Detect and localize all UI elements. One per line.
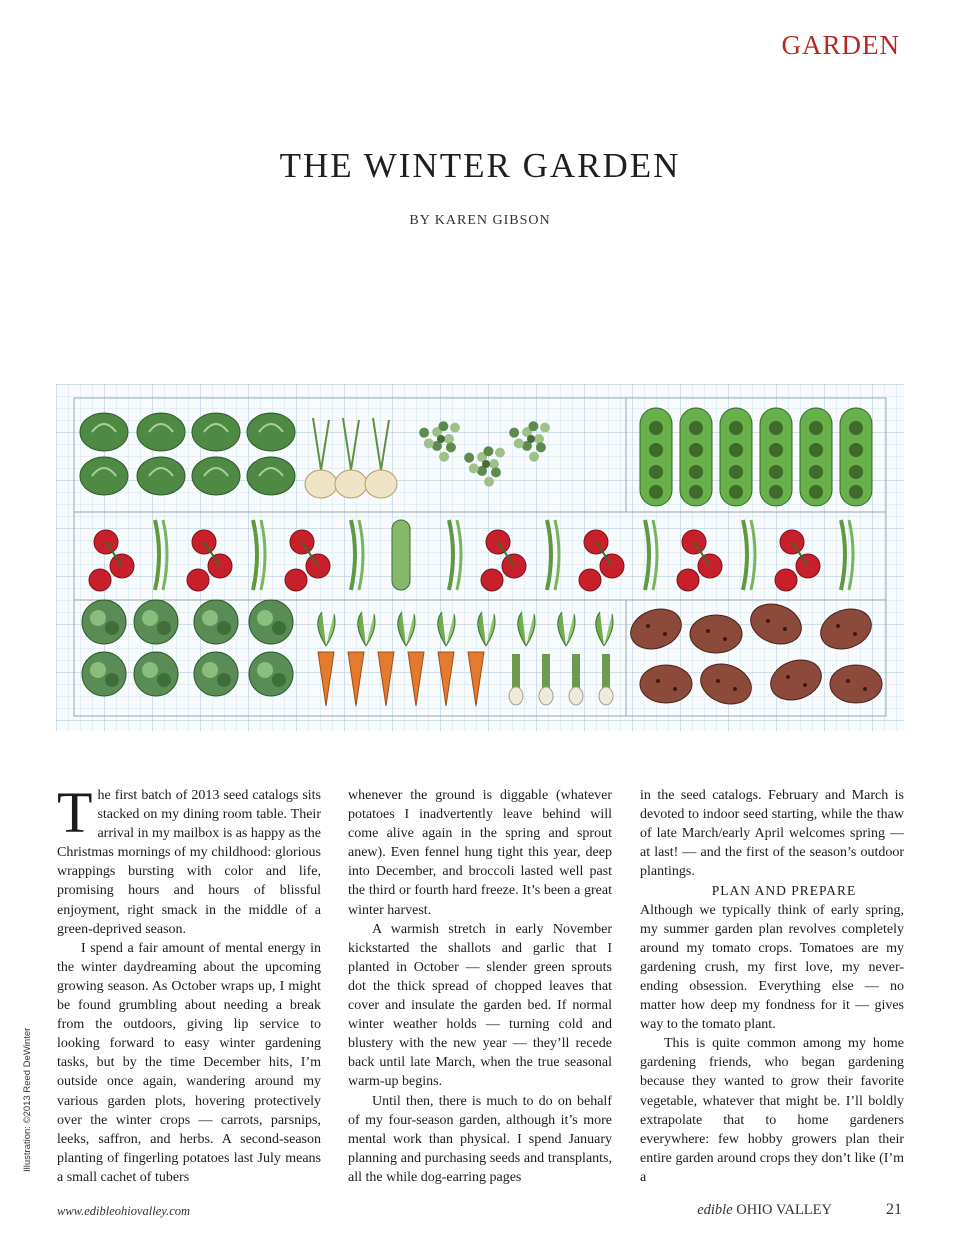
section-subhead: PLAN AND PREPARE: [711, 883, 857, 899]
onion-icon: [335, 470, 367, 498]
leek-icon: [572, 654, 580, 690]
garden-plan-illustration: [56, 384, 904, 731]
lettuce-icon: [80, 413, 128, 451]
article-title: THE WINTER GARDEN: [279, 146, 681, 185]
paragraph: A warmish stretch in early November kickstarted the shallots and garlic that I planted in October — slender green sprouts dot the thick spread of chopped leaves that cover and insulate the garden bed. If normal winter weather holds — turning cold and blustery with the new year — they’ll recede back until late March, when the true seasonal warm-up begins.: [348, 921, 612, 1090]
leek-icon: [542, 654, 550, 690]
footer-magazine-name: edible OHIO VALLEY: [697, 1202, 832, 1218]
lettuce-icon: [137, 413, 185, 451]
herb-icon: [437, 435, 445, 443]
paragraph: whenever the ground is diggable (whatever potatoes I inadvertently leave behind will come alive again in the spring and sprout anew). Even fennel hung tight this year, deep into December, and broccoli lasted well past the third or fourth hard freeze. It’s been a great winter harvest.: [348, 788, 612, 918]
paragraph: Until then, there is much to do on behalf of my four-season garden, although it’s more mental work than physical. I spend January planning and purchasing seeds and transplants, all the while dog-earring pages: [348, 1093, 612, 1185]
article-column-1: [57, 786, 321, 1196]
paragraph: The first batch of 2013 seed catalogs sits stacked on my dining room table. Their arrival in my mailbox is as happy as the Christmas mornings of my childhood: glorious wrappings bursting with color and life, promising hours and hours of blissful enjoyment, right smack in the middle of a green-deprived season.: [57, 786, 321, 937]
paragraph: Although we typically think of early spring, my summer garden plan revolves completely around my tomato crops. Tomatoes are my gardening crush, my first love, my never-ending obsession. Everything else — no matter how deep my fondness for it — gives way to the tomato plant.: [640, 902, 904, 1033]
onion-icon: [365, 470, 397, 498]
leek-icon: [512, 654, 520, 690]
illustration-credit: Illustration: ©2013 Reed DeWinter: [22, 1027, 33, 1172]
byline: BY KAREN GIBSON: [409, 213, 551, 228]
article-column-2: [348, 786, 612, 1196]
section-label: GARDEN: [781, 30, 900, 60]
lettuce-icon: [137, 457, 185, 495]
article-column-3: [640, 786, 904, 1196]
cucumber-icon: [392, 520, 410, 590]
paragraph: I spend a fair amount of mental energy in the winter daydreaming about the upcoming growing season. As October wraps up, I might be found grumbling about needing a break from the outdoors, giving lip service to looking forward to easy winter gardening tasks, but by the time December hits, I’m outside once again, wandering around my various garden plots, hovering protectively over the winter crops — carrots, parsnips, leeks, saffron, and herbs. A second-season planting of fingerling potatoes last July means a small cachet of tubers: [57, 940, 321, 1185]
herb-icon: [527, 435, 535, 443]
lettuce-icon: [247, 457, 295, 495]
lettuce-icon: [192, 457, 240, 495]
potato-icon: [690, 615, 742, 653]
potato-icon: [640, 665, 692, 703]
page-number: 21: [886, 1201, 902, 1218]
herb-icon: [482, 460, 490, 468]
paragraph: This is quite common among my home gardening friends, who began gardening because they wanted to grow their favorite vegetable, whatever that might be. I’ll boldly extrapolate that to home gardeners everywhere: few hobby growers plan their entire garden around crops they don’t like (I’m a: [640, 1036, 904, 1185]
paragraph: in the seed catalogs. February and March is devoted to indoor seed starting, while the thaw of late March/early April welcomes spring — at last! — and the first of the season’s outdoor plantings.: [640, 788, 904, 880]
potato-icon: [830, 665, 882, 703]
footer-website: www.edibleohiovalley.com: [57, 1204, 191, 1218]
drop-cap: T: [57, 786, 93, 845]
lettuce-icon: [192, 413, 240, 451]
onion-icon: [305, 470, 337, 498]
leek-icon: [602, 654, 610, 690]
lettuce-icon: [247, 413, 295, 451]
lettuce-icon: [80, 457, 128, 495]
